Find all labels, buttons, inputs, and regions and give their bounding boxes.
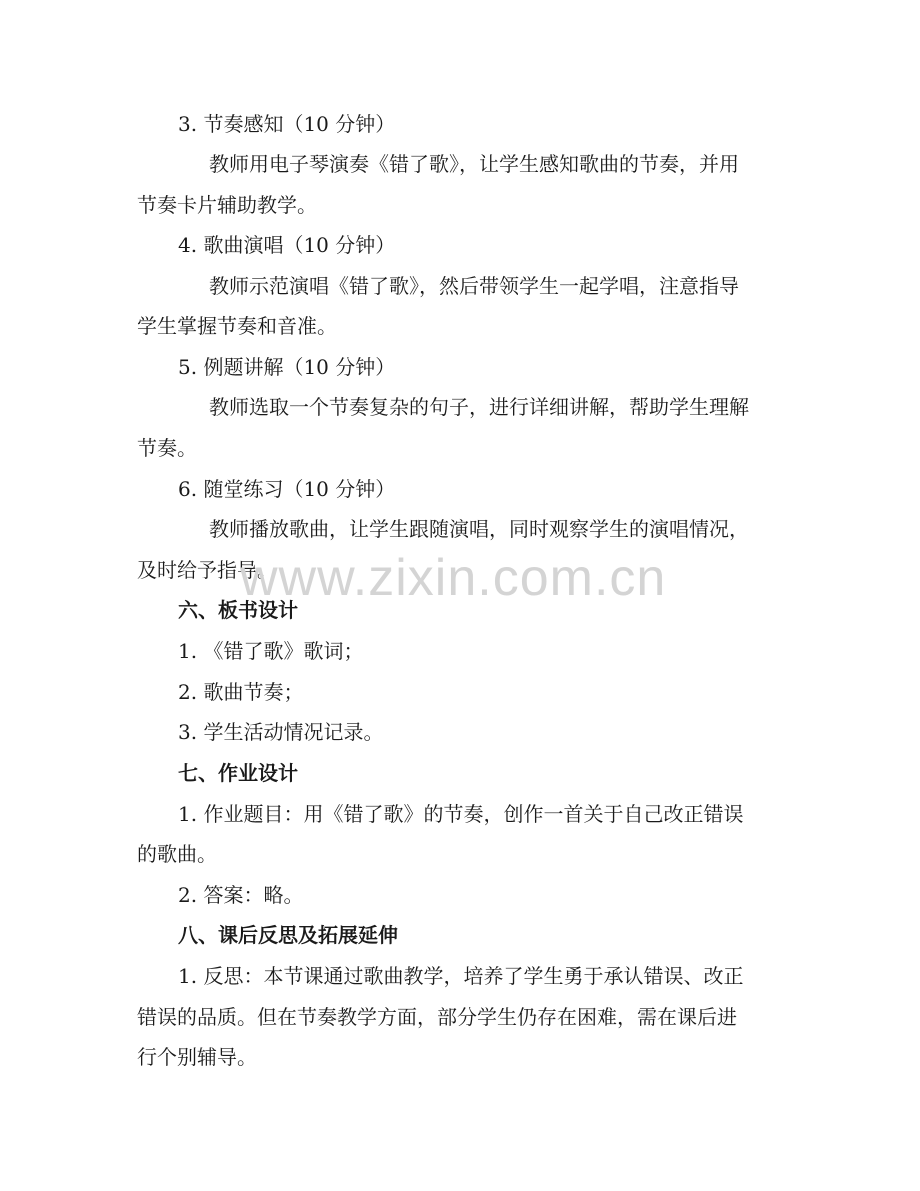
section-heading: 七、作业设计: [178, 761, 298, 785]
paragraph-line: 学生掌握节奏和音准。: [137, 314, 337, 338]
list-item: 3. 学生活动情况记录。: [178, 720, 384, 744]
paragraph-line: 1. 作业题目：用《错了歌》的节奏，创作一首关于自己改正错误: [178, 802, 744, 826]
section-heading: 八、课后反思及拓展延伸: [178, 923, 398, 947]
paragraph-line: 的歌曲。: [137, 842, 217, 866]
list-item: 2. 歌曲节奏；: [178, 680, 304, 704]
paragraph-line: 教师选取一个节奏复杂的句子，进行详细讲解，帮助学生理解: [209, 395, 749, 419]
paragraph-line: 行个别辅导。: [137, 1045, 257, 1069]
paragraph-line: 教师播放歌曲，让学生跟随演唱，同时观察学生的演唱情况，: [209, 517, 749, 541]
paragraph-line: 教师用电子琴演奏《错了歌》，让学生感知歌曲的节奏，并用: [209, 152, 739, 176]
list-item: 2. 答案：略。: [178, 883, 304, 907]
paragraph-line: 节奏。: [137, 436, 197, 460]
item-heading: 5. 例题讲解（10 分钟）: [178, 355, 396, 379]
watermark: www.zixin.com.cn: [240, 549, 667, 607]
paragraph-line: 教师示范演唱《错了歌》，然后带领学生一起学唱，注意指导: [209, 274, 739, 298]
paragraph-line: 1. 反思：本节课通过歌曲教学，培养了学生勇于承认错误、改正: [178, 964, 744, 988]
list-item: 1. 《错了歌》歌词；: [178, 639, 364, 663]
item-heading: 3. 节奏感知（10 分钟）: [178, 112, 396, 136]
paragraph-line: 错误的品质。但在节奏教学方面，部分学生仍存在困难，需在课后进: [137, 1005, 737, 1029]
paragraph-line: 节奏卡片辅助教学。: [137, 193, 317, 217]
paragraph-line: 及时给予指导。: [137, 558, 277, 582]
section-heading: 六、板书设计: [178, 598, 298, 622]
item-heading: 6. 随堂练习（10 分钟）: [178, 477, 396, 501]
item-heading: 4. 歌曲演唱（10 分钟）: [178, 233, 396, 257]
